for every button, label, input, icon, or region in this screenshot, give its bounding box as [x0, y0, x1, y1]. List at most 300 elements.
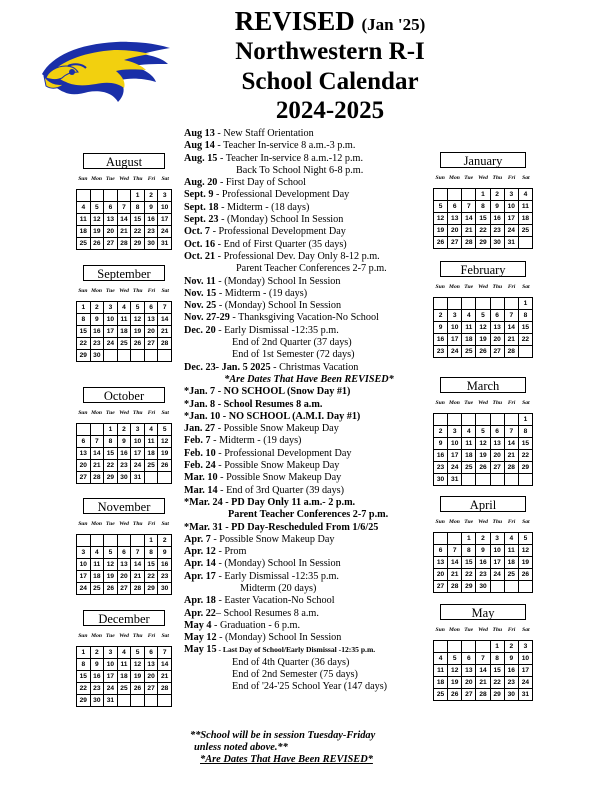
event-text: - Thanksgiving Vacation-No School — [229, 312, 379, 324]
day-cell: 12 — [104, 559, 118, 571]
event-text: - NO SCHOOL (Snow Day #1) — [215, 386, 351, 398]
event-text: End of '24-'25 School Year (147 days) — [232, 681, 388, 693]
day-cell: 2 — [434, 426, 448, 438]
day-cell: 13 — [490, 322, 504, 334]
day-cell: 4 — [144, 424, 158, 436]
weekday-header — [433, 400, 533, 407]
event-row — [184, 522, 434, 534]
day-cell: 8 — [131, 202, 145, 214]
day-cell: 2 — [158, 535, 172, 547]
day-cell: 11 — [90, 559, 104, 571]
event-text: - Easter Vacation-No School — [215, 595, 335, 607]
weekday-label: Mon — [448, 284, 460, 290]
event-date: Nov. 25 — [184, 300, 217, 312]
day-cell: 15 — [131, 214, 145, 226]
day-cell: 15 — [462, 557, 476, 569]
weekday-label: Wed — [478, 400, 488, 406]
day-cell: 19 — [90, 226, 104, 238]
week-row — [77, 338, 172, 350]
week-row — [77, 671, 172, 683]
event-row — [184, 571, 434, 583]
day-cell: 26 — [518, 569, 532, 581]
day-cell: 22 — [476, 225, 490, 237]
day-cell — [462, 474, 476, 486]
day-cell: 2 — [434, 310, 448, 322]
day-cell: 7 — [158, 302, 172, 314]
weekday-label: Wed — [478, 519, 488, 525]
day-cell: 27 — [144, 683, 158, 695]
event-date: Nov. 15 — [184, 287, 217, 299]
day-cell: 2 — [504, 641, 518, 653]
event-date: Dec. 20 — [184, 324, 216, 336]
day-cell: 9 — [434, 322, 448, 334]
event-row — [184, 362, 434, 374]
day-cell: 19 — [476, 450, 490, 462]
day-cell: 16 — [117, 448, 131, 460]
weekday-label: Thu — [132, 410, 143, 416]
day-cell: 2 — [117, 424, 131, 436]
event-text: - End of 3rd Quarter (39 days) — [217, 484, 345, 496]
day-cell — [117, 695, 131, 707]
day-cell — [144, 695, 158, 707]
event-date: Feb. 7 — [184, 435, 211, 447]
month-december — [76, 610, 172, 707]
day-cell: 23 — [434, 346, 448, 358]
day-cell: 4 — [462, 426, 476, 438]
week-row — [77, 583, 172, 595]
day-cell: 12 — [476, 322, 490, 334]
month-name: January — [440, 152, 526, 168]
event-text: Parent Teacher Conferences 2-7 p.m. — [228, 509, 389, 521]
week-row — [434, 665, 533, 677]
day-cell: 2 — [90, 647, 104, 659]
event-text: *Are Dates That Have Been REVISED* — [224, 373, 394, 385]
day-cell: 9 — [434, 438, 448, 450]
day-cell: 27 — [448, 237, 462, 249]
event-text: - Possible Snow Makeup Day — [215, 423, 339, 435]
day-cell: 15 — [518, 322, 532, 334]
day-cell: 18 — [518, 213, 532, 225]
day-cell: 22 — [104, 460, 118, 472]
day-cell: 29 — [104, 472, 118, 484]
weekday-label: Mon — [91, 410, 103, 416]
day-cell: 10 — [131, 436, 145, 448]
day-cell: 2 — [144, 190, 158, 202]
event-text: - Christmas Vacation — [270, 361, 359, 373]
day-cell: 7 — [117, 202, 131, 214]
day-cell: 24 — [490, 569, 504, 581]
day-cell: 11 — [518, 201, 532, 213]
footer-unless-note: unless noted above.** — [194, 742, 288, 753]
event-date: Sept. 18 — [184, 201, 219, 213]
event-row — [184, 128, 434, 140]
day-cell — [131, 350, 145, 362]
day-cell: 28 — [158, 338, 172, 350]
day-cell — [462, 189, 476, 201]
day-cell: 29 — [144, 583, 158, 595]
event-text: - Professional Dev. Day Only 8-12 p.m. — [215, 250, 380, 262]
day-cell: 10 — [104, 314, 118, 326]
event-row — [184, 325, 434, 337]
day-cell: 31 — [448, 474, 462, 486]
day-cell: 10 — [104, 659, 118, 671]
event-date: Oct. 21 — [184, 250, 216, 262]
day-cell: 5 — [476, 426, 490, 438]
day-cell: 31 — [504, 237, 518, 249]
weekday-label: Tue — [105, 410, 115, 416]
event-date: *Mar. 31 — [184, 521, 223, 533]
day-cell: 23 — [117, 460, 131, 472]
day-cell: 22 — [518, 450, 532, 462]
day-cell: 30 — [158, 583, 172, 595]
event-date: May 4 — [184, 619, 212, 631]
day-cell: 24 — [158, 226, 172, 238]
event-row — [184, 226, 434, 238]
event-row — [184, 214, 434, 226]
day-cell: 22 — [77, 338, 91, 350]
day-cell: 30 — [476, 581, 490, 593]
month-grid — [433, 297, 533, 358]
event-date: Apr. 12 — [184, 546, 216, 558]
day-cell: 19 — [476, 334, 490, 346]
weekday-label: Wed — [119, 288, 129, 294]
day-cell — [77, 190, 91, 202]
event-text: - Possible Snow Makeup Day — [217, 472, 342, 484]
week-row — [77, 424, 172, 436]
event-text: - Early Dismissal -12:35 p.m. — [215, 570, 339, 582]
event-text: – School Resumes 8 a.m. — [215, 607, 319, 619]
day-cell: 14 — [462, 213, 476, 225]
event-row — [184, 595, 434, 607]
event-date: Mar. 10 — [184, 472, 218, 484]
weekday-label: Wed — [119, 410, 129, 416]
month-name: September — [83, 265, 166, 281]
day-cell — [448, 533, 462, 545]
event-date: Apr. 17 — [184, 570, 216, 582]
day-cell: 14 — [131, 559, 145, 571]
event-row — [184, 669, 434, 681]
day-cell: 3 — [504, 189, 518, 201]
event-row — [184, 435, 434, 447]
weekday-label: Fri — [507, 175, 516, 181]
event-row — [184, 657, 434, 669]
month-grid — [76, 301, 172, 362]
event-row — [184, 423, 434, 435]
weekday-label: Thu — [492, 284, 503, 290]
day-cell: 16 — [144, 214, 158, 226]
event-date: Aug 13 — [184, 128, 215, 139]
day-cell: 1 — [518, 414, 532, 426]
day-cell: 28 — [131, 583, 145, 595]
day-cell: 10 — [448, 322, 462, 334]
day-cell: 19 — [131, 671, 145, 683]
day-cell: 28 — [504, 462, 518, 474]
day-cell: 23 — [504, 677, 518, 689]
day-cell: 20 — [490, 334, 504, 346]
month-grid — [76, 189, 172, 250]
event-row — [184, 558, 434, 570]
day-cell: 21 — [158, 671, 172, 683]
week-row — [434, 641, 533, 653]
day-cell: 24 — [518, 677, 532, 689]
event-row — [184, 374, 434, 386]
event-text: End of 1st Semester (72 days) — [232, 349, 355, 361]
event-text: - Graduation - 6 p.m. — [211, 619, 301, 631]
day-cell: 23 — [490, 225, 504, 237]
day-cell: 15 — [77, 671, 91, 683]
day-cell: 22 — [462, 569, 476, 581]
week-row — [77, 226, 172, 238]
day-cell: 14 — [504, 322, 518, 334]
day-cell: 20 — [144, 326, 158, 338]
day-cell: 30 — [90, 350, 104, 362]
day-cell: 8 — [518, 310, 532, 322]
day-cell: 19 — [434, 225, 448, 237]
day-cell: 29 — [462, 581, 476, 593]
day-cell: 23 — [144, 226, 158, 238]
day-cell: 15 — [490, 665, 504, 677]
day-cell: 21 — [448, 569, 462, 581]
revised-title: REVISED (Jan '25) — [234, 6, 426, 36]
day-cell: 19 — [158, 448, 172, 460]
event-row — [184, 583, 434, 595]
day-cell — [434, 414, 448, 426]
day-cell: 2 — [476, 533, 490, 545]
day-cell: 18 — [504, 557, 518, 569]
school-year: 2024-2025 — [275, 97, 385, 124]
event-row — [184, 411, 434, 423]
event-text: - NO SCHOOL (A.M.I. Day #1) — [220, 410, 361, 422]
day-cell — [462, 414, 476, 426]
day-cell: 27 — [490, 462, 504, 474]
event-row — [184, 386, 434, 398]
week-row — [434, 462, 533, 474]
day-cell — [117, 190, 131, 202]
day-cell — [490, 414, 504, 426]
event-row — [184, 448, 434, 460]
weekday-label: Sun — [78, 288, 88, 294]
event-text: - (Monday) School In Session — [215, 558, 341, 570]
event-text: - (Monday) School In Session — [216, 632, 342, 644]
event-text: - Midterm - (18 days) — [218, 201, 310, 213]
footer-session-note: **School will be in session Tuesday-Friday — [190, 730, 376, 741]
week-row — [434, 545, 533, 557]
event-text: - New Staff Orientation — [214, 128, 314, 139]
day-cell: 30 — [490, 237, 504, 249]
day-cell — [490, 581, 504, 593]
event-text: - Teacher In-service 8 a.m.-12 p.m. — [217, 152, 364, 164]
event-row — [184, 546, 434, 558]
event-text: - (Monday) School In Session — [218, 214, 344, 226]
weekday-label: Wed — [478, 284, 488, 290]
event-text: - School Resumes 8 a.m. — [215, 398, 323, 410]
day-cell — [117, 535, 131, 547]
weekday-label: Fri — [147, 521, 156, 527]
week-row — [434, 322, 533, 334]
weekday-label: Sat — [161, 633, 169, 639]
week-row — [434, 450, 533, 462]
weekday-label: Thu — [132, 521, 143, 527]
weekday-label: Mon — [91, 288, 103, 294]
event-row — [184, 239, 434, 251]
day-cell: 16 — [504, 665, 518, 677]
day-cell: 26 — [131, 338, 145, 350]
day-cell: 27 — [434, 581, 448, 593]
day-cell: 31 — [518, 689, 532, 701]
event-date: Aug 14 — [184, 140, 215, 152]
weekday-label: Sat — [522, 175, 530, 181]
weekday-label: Sat — [522, 400, 530, 406]
event-text: - Professional Development Day — [213, 189, 350, 201]
day-cell — [462, 641, 476, 653]
day-cell: 24 — [131, 460, 145, 472]
day-cell — [131, 695, 145, 707]
day-cell: 30 — [117, 472, 131, 484]
day-cell: 1 — [144, 535, 158, 547]
day-cell: 22 — [490, 677, 504, 689]
week-row — [77, 326, 172, 338]
day-cell — [504, 474, 518, 486]
month-september — [76, 265, 172, 362]
day-cell — [504, 414, 518, 426]
week-row — [434, 557, 533, 569]
week-row — [77, 647, 172, 659]
day-cell — [434, 533, 448, 545]
day-cell: 25 — [90, 583, 104, 595]
day-cell: 3 — [104, 647, 118, 659]
day-cell — [434, 641, 448, 653]
weekday-label: Thu — [492, 400, 503, 406]
day-cell: 29 — [476, 237, 490, 249]
day-cell: 16 — [158, 559, 172, 571]
weekday-label: Tue — [464, 627, 474, 633]
events-list — [184, 128, 434, 694]
day-cell: 3 — [104, 302, 118, 314]
month-name: August — [83, 153, 166, 169]
weekday-header — [433, 627, 533, 634]
day-cell — [518, 474, 532, 486]
event-text: - Possible Snow Makeup Day — [215, 460, 340, 472]
day-cell: 9 — [90, 314, 104, 326]
weekday-label: Thu — [132, 288, 143, 294]
event-row — [184, 189, 434, 201]
day-cell: 20 — [104, 226, 118, 238]
day-cell: 5 — [434, 201, 448, 213]
day-cell: 4 — [504, 533, 518, 545]
day-cell: 6 — [104, 202, 118, 214]
day-cell — [518, 581, 532, 593]
week-row — [434, 689, 533, 701]
day-cell — [117, 350, 131, 362]
day-cell — [104, 350, 118, 362]
weekday-label: Tue — [464, 175, 474, 181]
day-cell: 25 — [117, 338, 131, 350]
day-cell: 26 — [434, 237, 448, 249]
month-grid — [76, 646, 172, 707]
day-cell: 8 — [144, 547, 158, 559]
day-cell: 30 — [144, 238, 158, 250]
day-cell: 29 — [518, 462, 532, 474]
day-cell: 21 — [476, 677, 490, 689]
week-row — [434, 653, 533, 665]
day-cell: 7 — [462, 201, 476, 213]
day-cell: 23 — [90, 338, 104, 350]
day-cell: 10 — [77, 559, 91, 571]
day-cell — [158, 350, 172, 362]
weekday-label: Fri — [147, 176, 156, 182]
event-date: *Mar. 24 — [184, 496, 223, 508]
month-august — [76, 153, 172, 250]
day-cell: 11 — [504, 545, 518, 557]
weekday-label: Sun — [435, 519, 445, 525]
day-cell: 13 — [144, 314, 158, 326]
day-cell — [490, 474, 504, 486]
event-text: - Professional Development Day — [215, 447, 352, 459]
day-cell: 12 — [518, 545, 532, 557]
day-cell: 12 — [434, 213, 448, 225]
day-cell: 5 — [90, 202, 104, 214]
weekday-label: Sat — [522, 519, 530, 525]
event-text: - PD Day-Rescheduled From 1/6/25 — [222, 521, 379, 533]
event-row — [184, 460, 434, 472]
week-row — [77, 472, 172, 484]
day-cell: 6 — [490, 310, 504, 322]
event-date: Mar. 14 — [184, 484, 218, 496]
day-cell: 14 — [476, 665, 490, 677]
event-text: - PD Day Only 11 a.m.- 2 p.m. — [222, 496, 356, 508]
event-text: Back To School Night 6-8 p.m. — [236, 164, 364, 176]
month-february — [433, 261, 533, 358]
day-cell: 11 — [434, 665, 448, 677]
event-row — [184, 608, 434, 620]
day-cell: 31 — [131, 472, 145, 484]
day-cell: 3 — [448, 426, 462, 438]
day-cell: 12 — [131, 314, 145, 326]
weekday-label: Tue — [464, 400, 474, 406]
day-cell: 18 — [462, 450, 476, 462]
week-row — [434, 346, 533, 358]
month-grid — [76, 534, 172, 595]
day-cell: 14 — [117, 214, 131, 226]
event-row — [184, 485, 434, 497]
event-date: Apr. 22 — [184, 607, 216, 619]
weekday-label: Fri — [147, 633, 156, 639]
day-cell: 17 — [77, 571, 91, 583]
day-cell: 29 — [131, 238, 145, 250]
week-row — [434, 426, 533, 438]
month-name: March — [440, 377, 526, 393]
day-cell: 17 — [104, 326, 118, 338]
weekday-label: Sat — [161, 176, 169, 182]
week-row — [434, 581, 533, 593]
week-row — [434, 213, 533, 225]
weekday-label: Thu — [492, 519, 503, 525]
event-date: May 12 — [184, 632, 217, 644]
day-cell: 3 — [77, 547, 91, 559]
event-row — [184, 534, 434, 546]
day-cell: 7 — [504, 426, 518, 438]
day-cell: 11 — [462, 438, 476, 450]
day-cell: 4 — [518, 189, 532, 201]
event-row — [184, 644, 434, 656]
week-row — [434, 189, 533, 201]
event-text: End of 4th Quarter (36 days) — [232, 656, 350, 668]
day-cell — [144, 472, 158, 484]
weekday-label: Sun — [78, 633, 88, 639]
month-grid — [433, 413, 533, 486]
event-text: - First Day of School — [217, 177, 306, 189]
event-text: - Possible Snow Makeup Day — [210, 533, 335, 545]
